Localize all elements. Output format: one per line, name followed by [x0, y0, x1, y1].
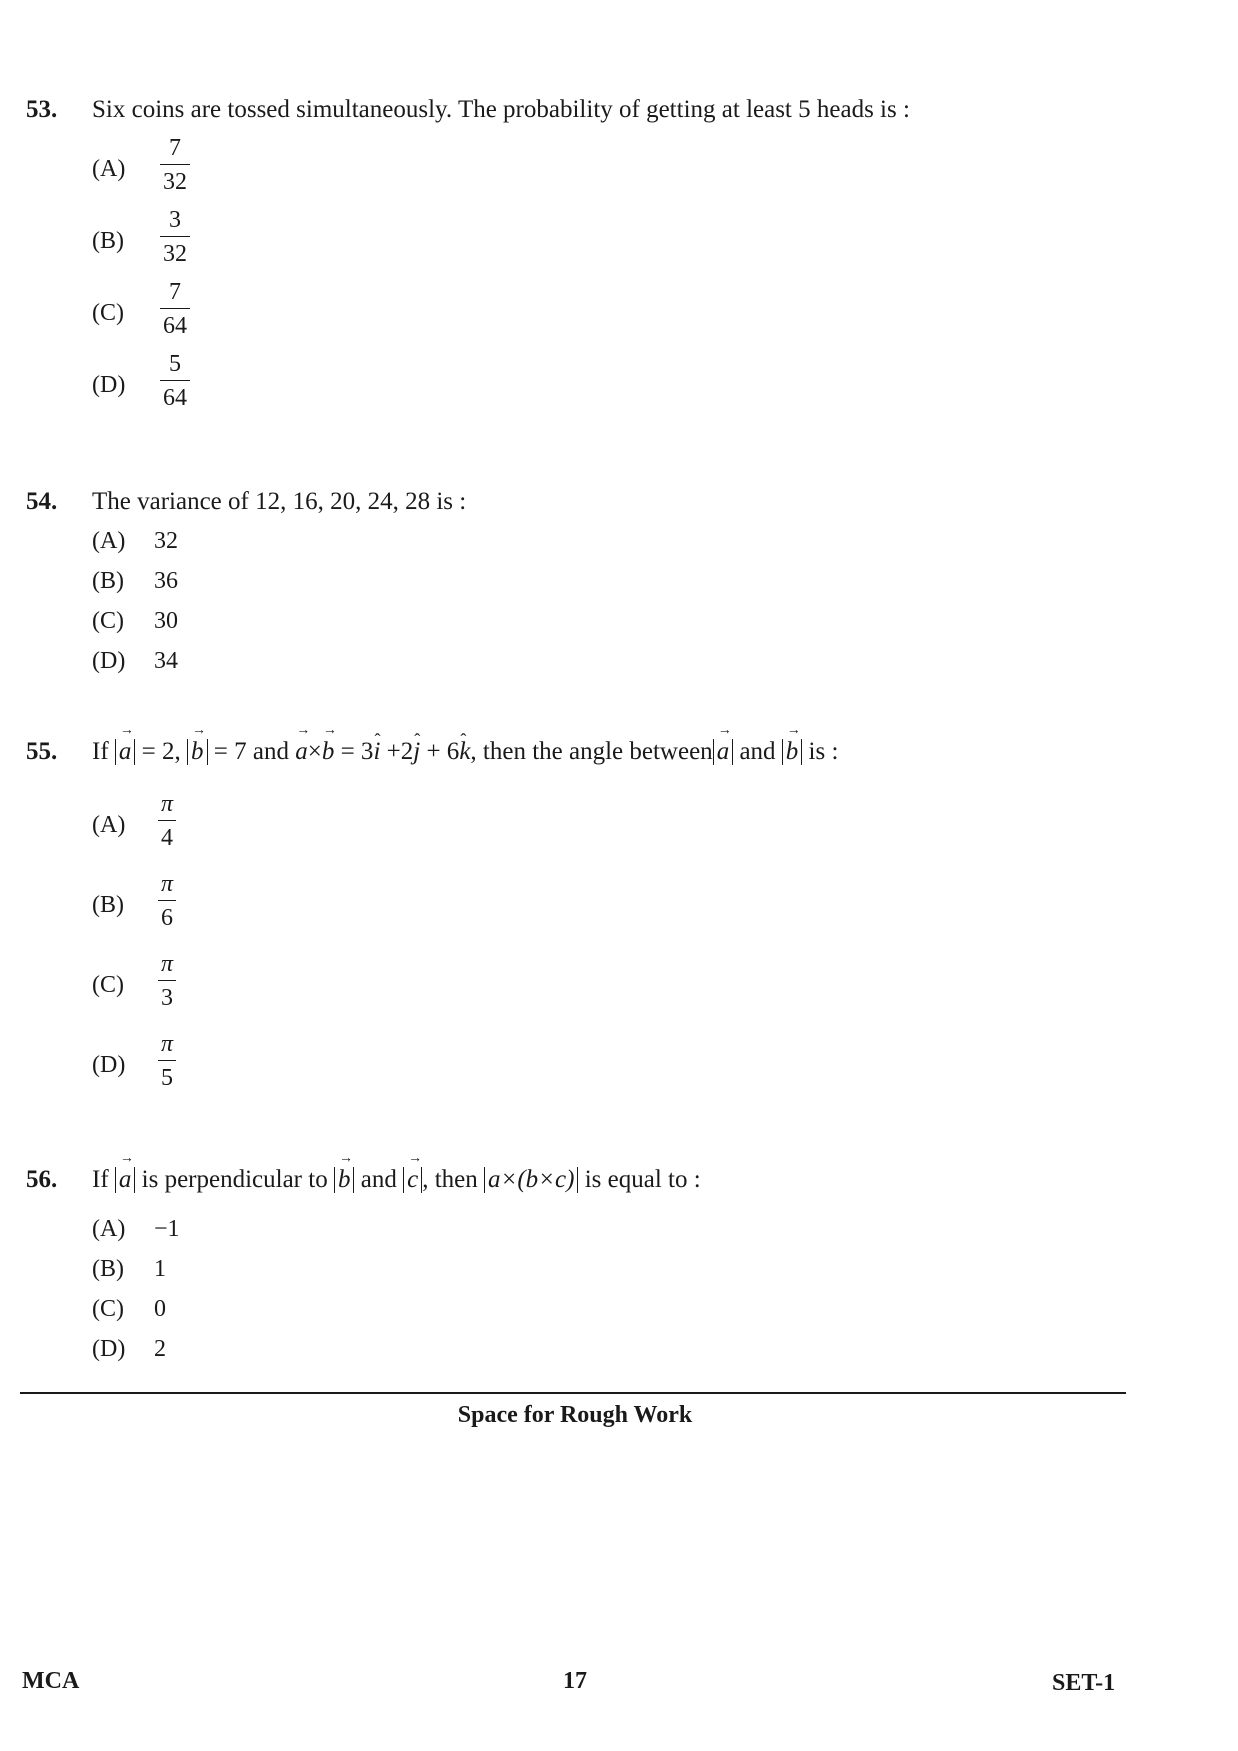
option-label: (A) — [92, 812, 126, 838]
option-label: (A) — [92, 156, 126, 182]
footer-page-number: 17 — [563, 1668, 587, 1694]
option: (D) 34 — [92, 648, 178, 674]
question-text: The variance of 12, 16, 20, 24, 28 is : — [92, 488, 467, 515]
question-text: If → a = 2, → b = 7 and → a×→ b = 3ˆ i +2ˆ j + 6ˆ k, then the angle between→ a and → b is : — [92, 738, 838, 766]
question-text: If → a is perpendicular to → b and → c , then a×(b×c) is equal to : — [92, 1166, 701, 1194]
option-label: (C) — [92, 300, 124, 326]
divider — [20, 1392, 1126, 1394]
option: (C) 30 — [92, 608, 178, 634]
option: (D) 2 — [92, 1336, 166, 1362]
option-label: (B) — [92, 228, 124, 254]
footer-course: MCA — [22, 1668, 80, 1694]
footer-set: SET-1 — [1052, 1670, 1116, 1696]
option-fraction: $\frac{7}{32}$ — [160, 136, 190, 194]
option: (A) 32 — [92, 528, 178, 554]
question-text: Six coins are tossed simultaneously. The probability of getting at least 5 heads is : — [92, 96, 910, 123]
question-number: 55. — [26, 738, 58, 765]
option-fraction: $\frac{7}{64}$ — [160, 280, 190, 338]
option-fraction: $\frac{\pi}{6}$ — [158, 872, 176, 930]
option-fraction: $\frac{\pi}{3}$ — [158, 952, 176, 1010]
option-fraction: $\frac{5}{64}$ — [160, 352, 190, 410]
question-number: 53. — [26, 96, 58, 123]
option: (A) −1 — [92, 1216, 180, 1242]
option: (C) 0 — [92, 1296, 166, 1322]
option-fraction: $\frac{\pi}{5}$ — [158, 1032, 176, 1090]
option-label: (D) — [92, 1052, 126, 1078]
option: (B) 1 — [92, 1256, 166, 1282]
option-label: (C) — [92, 972, 124, 998]
rough-work-heading: Space for Rough Work — [457, 1402, 693, 1428]
option-label: (D) — [92, 372, 126, 398]
option-fraction: $\frac{\pi}{4}$ — [158, 792, 176, 850]
question-number: 56. — [26, 1166, 58, 1193]
question-number: 54. — [26, 488, 58, 515]
option-fraction: $\frac{3}{32}$ — [160, 208, 190, 266]
option-label: (B) — [92, 892, 124, 918]
option: (B) 36 — [92, 568, 178, 594]
